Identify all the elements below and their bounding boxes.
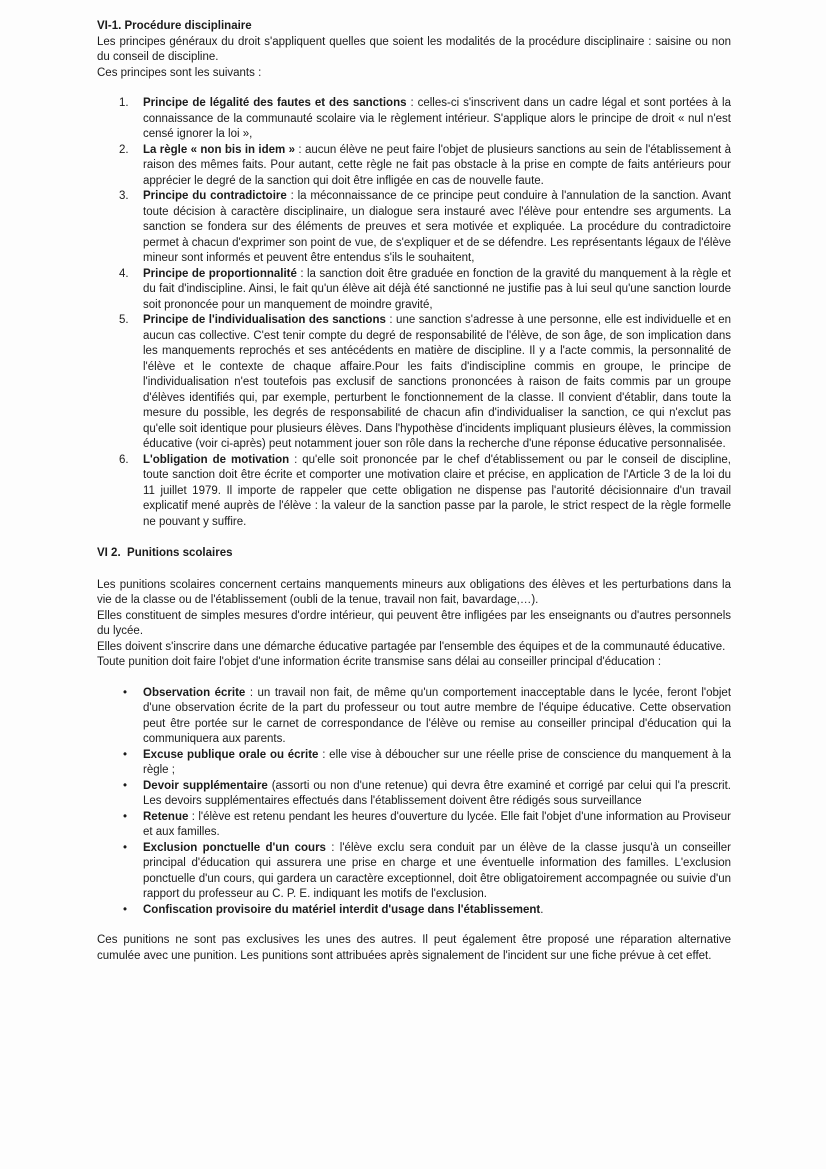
section1-intro-paragraph: Ces principes sont les suivants : bbox=[97, 66, 262, 79]
list-marker: 2. bbox=[119, 143, 129, 156]
list-item-text bbox=[143, 189, 731, 267]
list-item-text bbox=[143, 453, 731, 531]
item-body-text: : un travail non fait, de même qu'un comportement inacceptable dans le lycée, feront l'objet d'une observation écrite de la part du professeur ou tout autre membre de l'équipe éducative. Cette observation peut être portée sur le carnet de correspondance de l'élève ou remise au conseiller principal d'éducation qui la communiquera aux parents. bbox=[143, 686, 732, 745]
item-body-text: : une sanction s'adresse à une personne, elle est individuelle et en aucun cas collective. C'est tenir compte du degré de responsabilité de l'élève, de son âge, de son implication dans les manquements reprochés et ses antécédents en matière de discipline. Il y a l'acte commis, la personnalité de l'élève et le contexte de chaque affaire.Pour les faits d'indiscipline commis en groupe, le principe de l'individualisation n'est toutefois pas exclusif de sanctions prononcées à raison de faits commis par un groupe d'élèves identifiés qui, par exemple, perturbent le fonctionnement de la classe. Il convient d'établir, dans toute la mesure du possible, les degrés de responsabilité de chacun afin d'individualiser la sanction, ce qui n'exclut pas qu'elle soit identique pour plusieurs élèves. Dans l'hypothèse d'incidents impliquant plusieurs élèves, la commission éducative (voir ci-après) peut notamment jouer son rôle dans la recherche d'une réponse éducative personnalisée. bbox=[143, 314, 731, 450]
list-marker: 3. bbox=[119, 190, 129, 202]
bullet-marker: • bbox=[123, 903, 128, 916]
section2-paragraph: Toute punition doit faire l'objet d'une information écrite transmise sans délai au conseiller principal d'éducation : bbox=[97, 656, 662, 668]
list-marker: 5. bbox=[119, 314, 129, 326]
item-body-text: : l'élève est retenu pendant les heures d'ouverture du lycée. Elle fait l'objet d'une information au Proviseur et aux familles. bbox=[143, 810, 731, 838]
list-item-text bbox=[143, 779, 731, 810]
item-bold-lead: Exclusion ponctuelle d'un cours bbox=[143, 841, 326, 854]
list-item-text bbox=[143, 313, 731, 453]
item-bold-lead: Principe de proportionnalité bbox=[143, 267, 297, 280]
list-item bbox=[97, 841, 731, 903]
item-bold-lead: L'obligation de motivation bbox=[143, 453, 290, 466]
item-bold-lead: Devoir supplémentaire bbox=[143, 779, 268, 792]
bullet-list bbox=[97, 686, 731, 919]
item-body-text: : qu'elle soit prononcée par le chef d'établissement ou par le conseil de discipline, toute sanction doit être écrite et comporter une motivation claire et précise, en application de l'Article 3 de la loi du 11 juillet 1979. Il importe de rappeler que cette obligation ne dispense pas l'autorité décisionnaire d'un travail explicatif mené auprès de l'élève : la valeur de la sanction passe par la parole, le strict respect de la règle formelle ne pouvant y suffire. bbox=[143, 453, 731, 528]
bullet-marker: • bbox=[123, 810, 128, 823]
list-item-text bbox=[143, 810, 731, 841]
list-item bbox=[97, 686, 731, 748]
section2-paragraph: Elles constituent de simples mesures d'ordre intérieur, qui peuvent être infligées par les enseignants ou d'autres personnels du lycée. bbox=[97, 609, 731, 637]
list-marker: 4. bbox=[119, 267, 129, 280]
numbered-list bbox=[97, 96, 731, 530]
list-item bbox=[97, 267, 731, 314]
list-item-text bbox=[143, 903, 731, 919]
item-body-text: . bbox=[540, 903, 544, 916]
list-item-text bbox=[143, 96, 731, 143]
list-item-text bbox=[143, 143, 731, 190]
section2-heading: VI 2. Punitions scolaires bbox=[97, 547, 233, 559]
document-content bbox=[97, 19, 731, 964]
list-item bbox=[97, 313, 731, 453]
item-body-text: (assorti ou non d'une retenue) qui devra être examiné et corrigé par celui qui l'a prescrit. Les devoirs supplémentaires effectués dans l'établissement doivent être rédigés sous surveillance bbox=[143, 779, 732, 807]
list-item bbox=[97, 96, 731, 143]
list-item bbox=[97, 189, 731, 267]
item-body-text: : la sanction doit être graduée en fonction de la gravité du manquement à la règle et du fait d'indiscipline. Ainsi, le fait qu'un élève ait déjà été sanctionné ne justifie pas à lui seul qu'une sanction lourde soit prononcée pour un manquement de moindre gravité, bbox=[143, 267, 731, 311]
list-marker: 6. bbox=[119, 453, 129, 466]
bullet-marker: • bbox=[123, 841, 128, 854]
list-item bbox=[97, 810, 731, 841]
item-bold-lead: Excuse publique orale ou écrite bbox=[143, 748, 319, 761]
list-item bbox=[97, 748, 731, 779]
item-bold-lead: La règle « non bis in idem » bbox=[143, 143, 296, 156]
item-body-text: : aucun élève ne peut faire l'objet de plusieurs sanctions au sein de l'établissement à raison des mêmes faits. Pour autant, cette règle ne fait pas obstacle à la prise en compte de faits antérieurs pour apprécier le degré de la sanction qui doit être infligée en cas de nouvelle faute. bbox=[143, 143, 731, 187]
list-item-text bbox=[143, 841, 731, 903]
bullet-marker: • bbox=[123, 779, 128, 792]
item-bold-lead: Principe de légalité des fautes et des sanctions bbox=[143, 97, 407, 109]
section1-intro-paragraph: Les principes généraux du droit s'appliquent quelles que soient les modalités de la procédure disciplinaire : saisine ou non du conseil de discipline. bbox=[97, 35, 731, 63]
item-body-text: : la méconnaissance de ce principe peut conduire à l'annulation de la sanction. Avant toute décision à caractère disciplinaire, un dialogue sera instauré avec l'élève pour entendre ses arguments. La sanction se fondera sur des éléments de preuves et sera motivée et expliquée. La procédure du contradictoire permet à chacun d'exprimer son point de vue, de s'expliquer et de se défendre. Les représentants légaux de l'élève mineur sont informés et peuvent être entendus s'ils le souhaitent, bbox=[143, 190, 731, 264]
item-bold-lead: Observation écrite bbox=[143, 686, 246, 699]
item-bold-lead: Confiscation provisoire du matériel interdit d'usage dans l'établissement bbox=[143, 903, 541, 916]
item-body-text: : l'élève exclu sera conduit par un élève de la classe jusqu'à un conseiller principal d'éducation qui assurera une prise en charge et une éventuelle information des familles. L'exclusion ponctuelle d'un cours, qui gardera un caractère exceptionnel, doit être obligatoirement accompagnée ou suivie d'un rapport du professeur au C. P. E. indiquant les motifs de l'exclusion. bbox=[143, 841, 731, 900]
section2-paragraphs bbox=[97, 578, 731, 671]
item-body-text: : celles-ci s'inscrivent dans un cadre légal et sont portées à la connaissance de la communauté scolaire via le règlement intérieur. S'applique alors le principe de droit « nul n'est censé ignorer la loi », bbox=[143, 97, 731, 140]
section1-heading: VI-1. Procédure disciplinaire bbox=[97, 20, 252, 32]
bullet-marker: • bbox=[123, 686, 128, 699]
closing-paragraph: Ces punitions ne sont pas exclusives les unes des autres. Il peut également être proposé une réparation alternative cumulée avec une punition. Les punitions sont attribuées après signalement de l'incident sur une fiche prévue à cet effet. bbox=[97, 934, 731, 962]
list-item-text bbox=[143, 748, 731, 779]
list-item-text bbox=[143, 686, 731, 748]
list-item bbox=[97, 779, 731, 810]
list-item bbox=[97, 903, 731, 919]
bullet-marker: • bbox=[123, 748, 128, 761]
list-marker: 1. bbox=[119, 97, 129, 109]
item-bold-lead: Principe de l'individualisation des sanctions bbox=[143, 314, 386, 326]
item-bold-lead: Principe du contradictoire bbox=[143, 190, 287, 202]
section2-paragraph: Les punitions scolaires concernent certains manquements mineurs aux obligations des élèves et les perturbations dans la vie de la classe ou de l'établissement (oubli de la tenue, travail non fait, bavardage,…). bbox=[97, 578, 731, 606]
item-body-text: : elle vise à déboucher sur une réelle prise de conscience du manquement à la règle ; bbox=[143, 748, 731, 776]
list-item bbox=[97, 453, 731, 531]
list-item-text bbox=[143, 267, 731, 314]
section2-paragraph: Elles doivent s'inscrire dans une démarche éducative partagée par l'ensemble des équipes et de la communauté éducative. bbox=[97, 640, 726, 653]
list-item bbox=[97, 143, 731, 190]
item-bold-lead: Retenue bbox=[143, 810, 189, 823]
